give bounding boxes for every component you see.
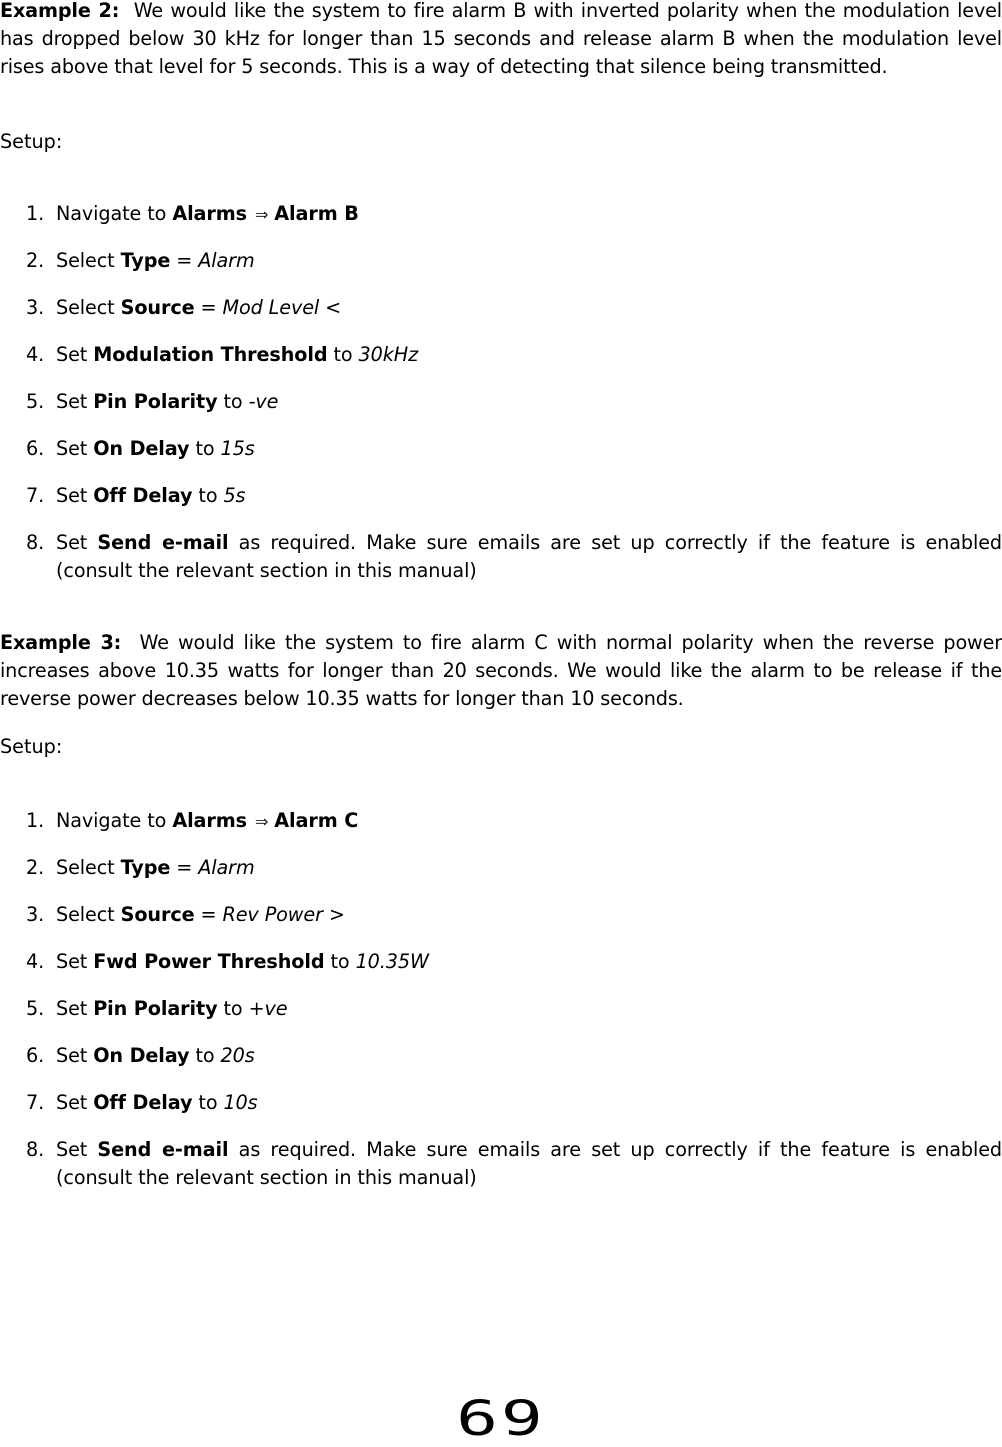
step-setting-name: Pin Polarity xyxy=(93,390,218,413)
list-item xyxy=(0,901,1002,948)
step-number: 3. xyxy=(26,296,45,319)
step-number: 4. xyxy=(26,950,45,973)
step-setting-name: Source xyxy=(120,903,195,926)
step-text: to xyxy=(324,950,356,973)
step-setting-name: Off Delay xyxy=(93,1091,193,1114)
step-setting-name: Fwd Power Threshold xyxy=(93,950,325,973)
step-number: 1. xyxy=(26,809,45,832)
step-setting-value: Mod Level xyxy=(222,296,320,319)
step-setting-value: Alarm xyxy=(198,856,255,879)
step-text: = xyxy=(194,903,223,926)
list-item xyxy=(0,529,1002,585)
list-item xyxy=(0,1042,1002,1089)
example-2-steps xyxy=(0,200,1002,585)
step-number: 1. xyxy=(26,202,45,225)
step-number: 5. xyxy=(26,997,45,1020)
step-number: 6. xyxy=(26,1044,45,1067)
step-text: < xyxy=(319,296,342,319)
step-setting-name: Modulation Threshold xyxy=(93,343,328,366)
step-text: Navigate to xyxy=(56,809,173,832)
step-setting-value: Rev Power xyxy=(222,903,323,926)
example-2-paragraph xyxy=(0,0,1002,81)
step-menu-item: Alarm C xyxy=(274,809,359,832)
step-text: Set xyxy=(56,531,98,554)
example-2-setup-label: Setup: xyxy=(0,130,63,153)
step-text: to xyxy=(189,437,221,460)
step-text: = xyxy=(194,296,223,319)
example-3-text: We would like the system to fire alarm C with normal polarity when the reverse power increases above 10.35 watts for longer than 20 seconds. We would like the alarm to be release if the reverse power decreases below 10.35 watts for longer than 10 seconds. xyxy=(0,631,1002,710)
step-text: as required. Make sure emails are set up correctly if the feature is enabled (consult the relevant section in this manual) xyxy=(56,1138,1002,1189)
list-item xyxy=(0,1089,1002,1136)
step-setting-name: On Delay xyxy=(93,1044,190,1067)
step-number: 7. xyxy=(26,484,45,507)
step-text: Set xyxy=(56,437,94,460)
step-text: Navigate to xyxy=(56,202,173,225)
step-setting-value: 15s xyxy=(220,437,255,460)
step-setting-name: Off Delay xyxy=(93,484,193,507)
implies-arrow-icon: ⇒ xyxy=(254,205,269,224)
step-text: to xyxy=(189,1044,221,1067)
step-setting-name: Pin Polarity xyxy=(93,997,218,1020)
list-item xyxy=(0,388,1002,435)
step-setting-name: Type xyxy=(120,249,171,272)
step-setting-name: Type xyxy=(120,856,171,879)
example-2-text: We would like the system to fire alarm B with inverted polarity when the modulation level has dropped below 30 kHz for longer than 15 seconds and release alarm B when the modulation level rises above that level for 5 seconds. This is a way of detecting that silence being transmitted. xyxy=(0,0,1002,78)
step-setting-value: 20s xyxy=(220,1044,255,1067)
step-text: to xyxy=(192,484,224,507)
list-item xyxy=(0,854,1002,901)
step-setting-value: 5s xyxy=(223,484,246,507)
step-setting-value: 10.35W xyxy=(355,950,429,973)
step-number: 4. xyxy=(26,343,45,366)
step-number: 8. xyxy=(26,1138,45,1161)
step-number: 6. xyxy=(26,437,45,460)
step-text: Set xyxy=(56,343,94,366)
step-text: = xyxy=(170,249,199,272)
step-text: Set xyxy=(56,950,94,973)
example-3-steps xyxy=(0,807,1002,1192)
step-text: to xyxy=(327,343,359,366)
step-text: = xyxy=(170,856,199,879)
list-item xyxy=(0,807,1002,854)
list-item xyxy=(0,200,1002,247)
list-item xyxy=(0,1136,1002,1192)
list-item xyxy=(0,294,1002,341)
step-text: Set xyxy=(56,1091,94,1114)
step-text: Select xyxy=(56,856,121,879)
step-number: 5. xyxy=(26,390,45,413)
step-text: Set xyxy=(56,484,94,507)
list-item xyxy=(0,948,1002,995)
step-text: Select xyxy=(56,296,121,319)
step-setting-value: 30kHz xyxy=(358,343,419,366)
step-text: Set xyxy=(56,1044,94,1067)
step-setting-name: Source xyxy=(120,296,195,319)
step-setting-value: +ve xyxy=(248,997,288,1020)
list-item xyxy=(0,341,1002,388)
example-2-label: Example 2: xyxy=(0,0,120,22)
step-number: 3. xyxy=(26,903,45,926)
step-text: Set xyxy=(56,390,94,413)
list-item xyxy=(0,247,1002,294)
step-text: Set xyxy=(56,1138,98,1161)
page-number-text: 69 xyxy=(456,1391,546,1447)
list-item xyxy=(0,435,1002,482)
step-text: Set xyxy=(56,997,94,1020)
step-text: as required. Make sure emails are set up correctly if the feature is enabled (consult the relevant section in this manual) xyxy=(56,531,1002,582)
step-text: to xyxy=(192,1091,224,1114)
step-text: Select xyxy=(56,249,121,272)
step-text: to xyxy=(217,997,249,1020)
list-item xyxy=(0,482,1002,529)
step-number: 8. xyxy=(26,531,45,554)
step-number: 7. xyxy=(26,1091,45,1114)
step-setting-value: 10s xyxy=(223,1091,258,1114)
step-setting-value: Alarm xyxy=(198,249,255,272)
step-setting-name: Alarms xyxy=(172,202,247,225)
example-3-label: Example 3: xyxy=(0,631,122,654)
step-text: Select xyxy=(56,903,121,926)
implies-arrow-icon: ⇒ xyxy=(254,812,269,831)
list-item xyxy=(0,995,1002,1042)
step-setting-name: Send e-mail xyxy=(97,531,229,554)
step-number: 2. xyxy=(26,856,45,879)
step-setting-name: On Delay xyxy=(93,437,190,460)
step-menu-item: Alarm B xyxy=(274,202,359,225)
page-number xyxy=(0,1391,1002,1447)
step-number: 2. xyxy=(26,249,45,272)
step-text: > xyxy=(322,903,345,926)
step-text: to xyxy=(217,390,249,413)
example-3-setup-label: Setup: xyxy=(0,735,63,758)
step-setting-name: Send e-mail xyxy=(97,1138,229,1161)
step-setting-name: Alarms xyxy=(172,809,247,832)
step-setting-value: -ve xyxy=(248,390,279,413)
example-3-paragraph xyxy=(0,629,1002,713)
